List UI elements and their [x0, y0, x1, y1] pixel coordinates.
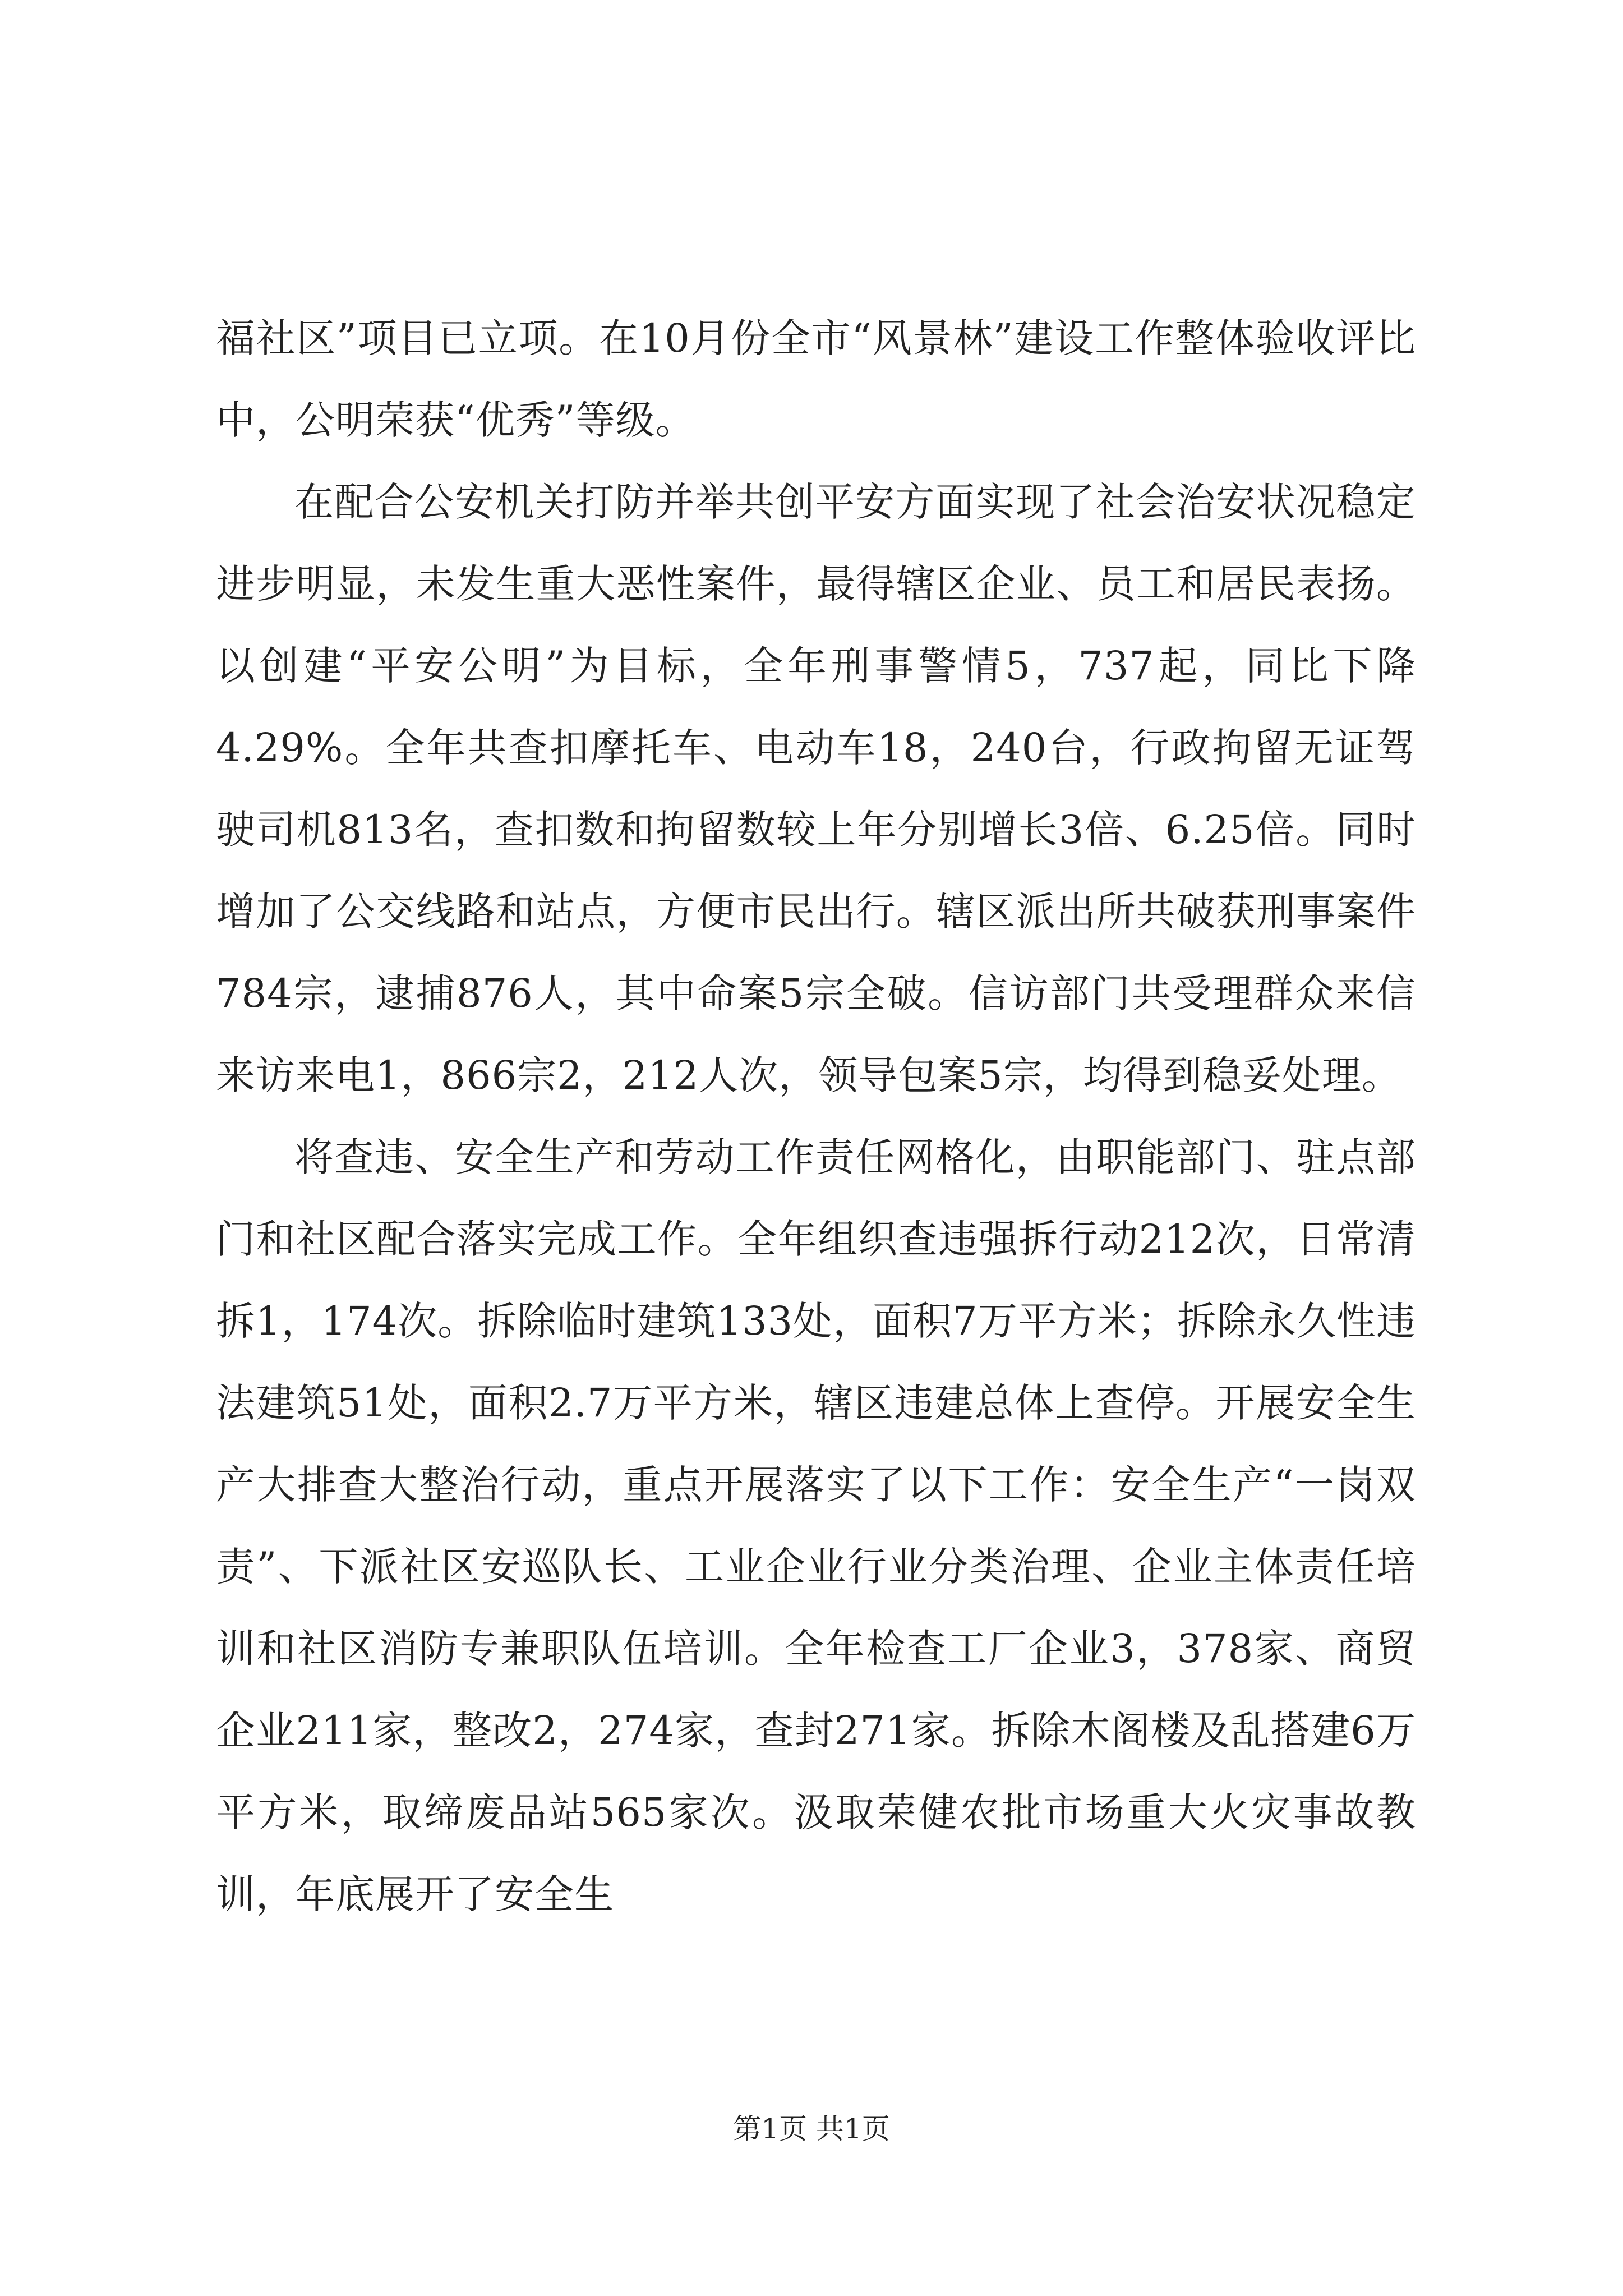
document-body — [216, 297, 1416, 1935]
paragraph-2: 在配合公安机关打防并举共创平安方面实现了社会治安状况稳定进步明显，未发生重大恶性案件，最得辖区企业、员工和居民表扬。以创建“平安公明”为目标，全年刑事警情5，737起，同比下降4.29%。全年共查扣摩托车、电动车18，240台，行政拘留无证驾驶司机813名，查扣数和拘留数较上年分别增长3倍、6.25倍。同时增加了公交线路和站点，方便市民出行。辖区派出所共破获刑事案件784宗，逮捕876人，其中命案5宗全破。信访部门共受理群众来信来访来电1，866宗2，212人次，领导包案5宗，均得到稳妥处理。 — [216, 479, 1416, 1098]
page-footer: 第1页 共1页 — [733, 2113, 890, 2145]
paragraph-3: 将查违、安全生产和劳动工作责任网格化，由职能部门、驻点部门和社区配合落实完成工作。全年组织查违强拆行动212次，日常清拆1，174次。拆除临时建筑133处，面积7万平方米；拆除永久性违法建筑51处，面积2.7万平方米，辖区违建总体上查停。开展安全生产大排查大整治行动，重点开展落实了以下工作：安全生产“一岗双责”、下派社区安巡队长、工业企业行业分类治理、企业主体责任培训和社区消防专兼职队伍培训。全年检查工厂企业3，378家、商贸企业211家，整改2，274家，查封271家。拆除木阁楼及乱搭建6万平方米，取缔废品站565家次。汲取荣健农批市场重大火灾事故教训，年底展开了安全生 — [216, 1134, 1416, 1917]
paragraph-1: 福社区”项目已立项。在10月份全市“风景林”建设工作整体验收评比中，公明荣获“优秀”等级。 — [216, 315, 1416, 443]
